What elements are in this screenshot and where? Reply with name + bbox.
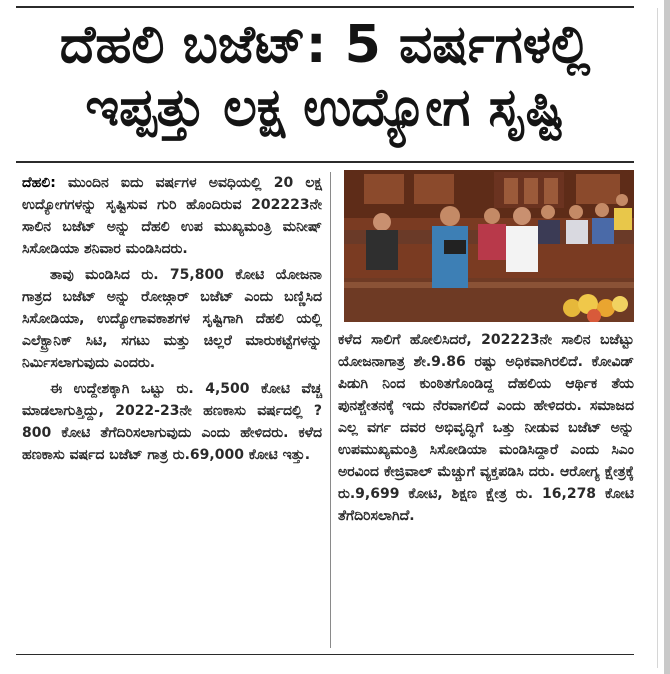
page-edge bbox=[664, 0, 670, 674]
headline-rule bbox=[16, 161, 634, 163]
assembly-photo-illustration bbox=[344, 170, 634, 322]
paragraph-3: ಈ ಉದ್ದೇಶಕ್ಕಾಗಿ ಒಟ್ಟು ರು. 4,500 ಕೋಟಿ ವೆಚ್ಚ ಮಾಡಲಾಗುತ್ತಿದ್ದು, 2022-23ನೇ ಹಣಕಾಸು ವರ್ಷದಲ್ಲಿ ? 800 ಕೋಟಿ ತೆಗೆದಿರಿಸಲಾಗುವುದು ಎಂದು ಹೇಳಿದರು. ಕಳೆದ ಹಣಕಾಸು ವರ್ಷದ ಬಜೆಟ್ ಗಾತ್ರ ರು.69,000 ಕೋಟಿ ಇತ್ತು. bbox=[22, 381, 322, 463]
assembly-photo bbox=[344, 170, 634, 322]
page-edge-line bbox=[657, 8, 658, 668]
column-separator bbox=[330, 172, 331, 648]
headline bbox=[16, 14, 634, 140]
paragraph-1-text: ಮುಂದಿನ ಐದು ವರ್ಷಗಳ ಅವಧಿಯಲ್ಲಿ 20 ಲಕ್ಷ ಉದ್ಯೋಗಗಳನ್ನು ಸೃಷ್ಟಿಸುವ ಗುರಿ ಹೊಂದಿರುವ 202223ನೇ ಸಾಲಿನ ಬಜೆಟ್ ಅನ್ನು ದೆಹಲಿ ಉಪ ಮುಖ್ಯಮಂತ್ರಿ ಮನೀಷ್ ಸಿಸೋಡಿಯಾ ಶನಿವಾರ ಮಂಡಿಸಿದರು. bbox=[22, 175, 322, 257]
headline-line-2: ಇಪ್ಪತ್ತು ಲಕ್ಷ ಉದ್ಯೋಗ ಸೃಷ್ಟಿ bbox=[85, 78, 565, 138]
headline-line-1: ದೆಹಲಿ ಬಜೆಟ್: 5 ವರ್ಷಗಳಲ್ಲಿ bbox=[59, 15, 591, 75]
paragraph-2: ತಾವು ಮಂಡಿಸಿದ ರು. 75,800 ಕೋಟಿ ಯೋಜನಾ ಗಾತ್ರದ ಬಜೆಟ್ ಅನ್ನು ರೋಜ್ಗಾರ್ ಬಜೆಟ್ ಎಂದು ಬಣ್ಣಿಸಿದ ಸಿಸೋಡಿಯಾ, ಉದ್ಯೋಗಾವಕಾಶಗಳ ಸೃಷ್ಟಿಗಾಗಿ ದೆಹಲಿ ಯಲ್ಲಿ ಎಲೆಕ್ಟ್ರಾನಿಕ್ ಸಿಟಿ, ಸಗಟು ಮತ್ತು ಚಿಲ್ಲರೆ ಮಾರುಕಟ್ಟೆಗಳನ್ನು ನಿರ್ಮಿಸಲಾಗುವುದು ಎಂದರು. bbox=[22, 267, 322, 371]
left-column bbox=[22, 172, 322, 470]
paragraph-1 bbox=[22, 172, 322, 260]
dateline: ದೆಹಲಿ: bbox=[22, 175, 56, 191]
paragraph-4: ಕಳೆದ ಸಾಲಿಗೆ ಹೋಲಿಸಿದರೆ, 202223ನೇ ಸಾಲಿನ ಬಜೆಟ್ಟು ಯೋಜನಾಗಾತ್ರ ಶೇ.9.86 ರಷ್ಟು ಅಧಿಕವಾಗಿರಲಿದೆ. ಕೋವಿಡ್ ಪಿಡುಗಿ ನಿಂದ ಕುಂಠಿತಗೊಂಡಿದ್ದ ದೆಹಲಿಯ ಆರ್ಥಿಕ ತೆಯ ಪುನಶ್ಚೇತನಕ್ಕೆ ಇದು ನೆರವಾಗಲಿದೆ ಎಂದು ಹೇಳಿದರು. ಸಮಾಜದ ಎಲ್ಲ ವರ್ಗ ದವರ ಅಭಿವೃದ್ಧಿಗೆ ಒತ್ತು ನೀಡುವ ಬಜೆಟ್ ಅನ್ನು ಉಪಮುಖ್ಯಮಂತ್ರಿ ಸಿಸೋಡಿಯಾ ಮಂಡಿಸಿದ್ದಾರೆ ಎಂದು ಸಿಎಂ ಅರವಿಂದ ಕೇಜ್ರಿವಾಲ್ ಮೆಚ್ಚುಗೆ ವ್ಯಕ್ತಪಡಿಸಿ ದರು. ಆರೋಗ್ಯ ಕ್ಷೇತ್ರಕ್ಕೆ ರು.9,699 ಕೋಟಿ, ಶಿಕ್ಷಣ ಕ್ಷೇತ್ರ ರು. 16,278 ಕೋಟಿ ತೆಗೆದಿರಿಸಲಾಗಿದೆ. bbox=[338, 332, 634, 524]
bottom-rule bbox=[16, 654, 634, 655]
top-rule bbox=[16, 6, 634, 8]
right-column bbox=[338, 329, 634, 531]
